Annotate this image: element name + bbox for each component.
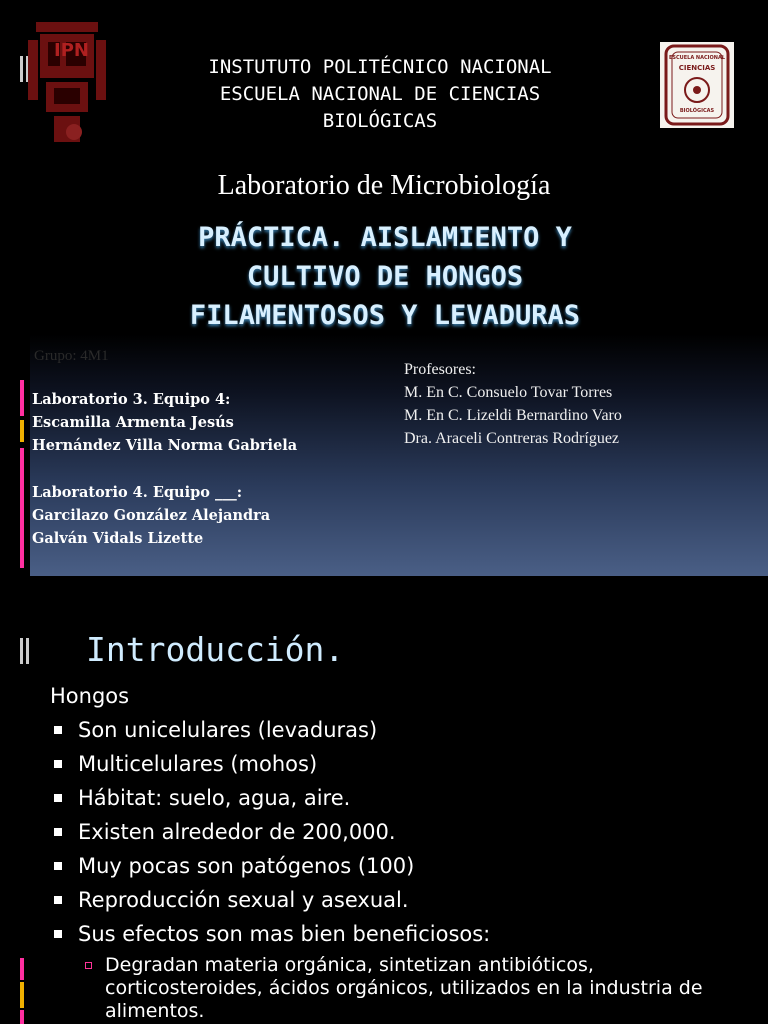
bullet-text: Reproducción sexual y asexual. (78, 888, 409, 912)
title-line: PRÁCTICA. AISLAMIENTO Y (198, 222, 572, 253)
introduction-title: Introducción. (86, 630, 345, 669)
bullet-text: Multicelulares (mohos) (78, 752, 318, 776)
title-line: CULTIVO DE HONGOS (246, 261, 524, 292)
team-heading: Laboratorio 3. Equipo 4: (32, 391, 231, 408)
bullet-item (50, 849, 750, 883)
bullet-icon (54, 726, 62, 734)
bullet-text: Existen alrededor de 200,000. (78, 820, 396, 844)
professors-list (404, 358, 622, 450)
institution-line: INSTUTUTO POLITÉCNICO NACIONAL (208, 56, 552, 78)
topic-heading: Hongos (50, 684, 130, 708)
slide-title-text (80, 218, 690, 335)
accent-tick (20, 958, 24, 980)
encb-logo-text: ESCUELA NACIONAL (668, 55, 726, 61)
accent-tick (20, 982, 24, 1008)
professor-name: Dra. Araceli Contreras Rodríguez (404, 430, 620, 447)
bullet-text: Sus efectos son mas bien beneficiosos: (78, 922, 491, 946)
team-lab4 (32, 481, 270, 550)
bullet-text: Muy pocas son patógenos (100) (78, 854, 415, 878)
bullet-item (50, 747, 750, 781)
title-line: FILAMENTOSOS Y LEVADURAS (189, 300, 581, 331)
team-heading: Laboratorio 4. Equipo ___: (32, 484, 243, 501)
introduction-content (50, 684, 750, 1023)
bullet-item (50, 713, 750, 747)
bullet-item (50, 781, 750, 815)
encb-logo-text: CIENCIAS (678, 64, 716, 72)
bullet-item (50, 917, 750, 951)
sub-bullet-item (50, 954, 750, 1023)
institution-line: ESCUELA NACIONAL DE CIENCIAS (219, 83, 541, 105)
bullet-icon (54, 794, 62, 802)
bullet-icon (54, 930, 62, 938)
team-member: Escamilla Armenta Jesús (32, 414, 234, 431)
encb-logo (660, 42, 734, 128)
accent-tick (20, 420, 24, 442)
team-lab3 (32, 388, 297, 457)
accent-tick (20, 448, 24, 568)
bullet-icon (54, 862, 62, 870)
institution-heading (150, 54, 610, 135)
professor-name: M. En C. Lizeldi Bernardino Varo (404, 407, 622, 424)
professor-name: M. En C. Consuelo Tovar Torres (404, 384, 613, 401)
bullet-text: Son unicelulares (levaduras) (78, 718, 378, 742)
encb-logo-text: BIOLÓGICAS (679, 108, 715, 114)
accent-tick (20, 1010, 24, 1024)
ipn-logo-text: IPN (54, 40, 89, 61)
institution-line: BIOLÓGICAS (322, 110, 438, 132)
bullet-text: Hábitat: suelo, agua, aire. (78, 786, 351, 810)
lab-subtitle: Laboratorio de Microbiología (217, 170, 551, 201)
sub-bullet-icon (85, 962, 92, 969)
team-member: Garcilazo González Alejandra (32, 507, 271, 524)
group-label: Grupo: 4M1 (34, 348, 109, 364)
ipn-logo (26, 20, 108, 150)
bullet-icon (54, 896, 62, 904)
team-member: Hernández Villa Norma Gabriela (32, 437, 298, 454)
accent-tick (20, 380, 24, 416)
team-member: Galván Vidals Lizette (32, 530, 204, 547)
sub-bullet-text: Degradan materia orgánica, sintetizan antibióticos, corticosteroides, ácidos orgánicos, utilizados en la industria de alimentos. (105, 954, 703, 1022)
slide-marker (20, 638, 29, 664)
bullet-icon (54, 760, 62, 768)
bullet-item (50, 883, 750, 917)
professors-heading: Profesores: (404, 361, 476, 378)
bullet-icon (54, 828, 62, 836)
slide-introduction (0, 576, 768, 1024)
bullet-item (50, 815, 750, 849)
